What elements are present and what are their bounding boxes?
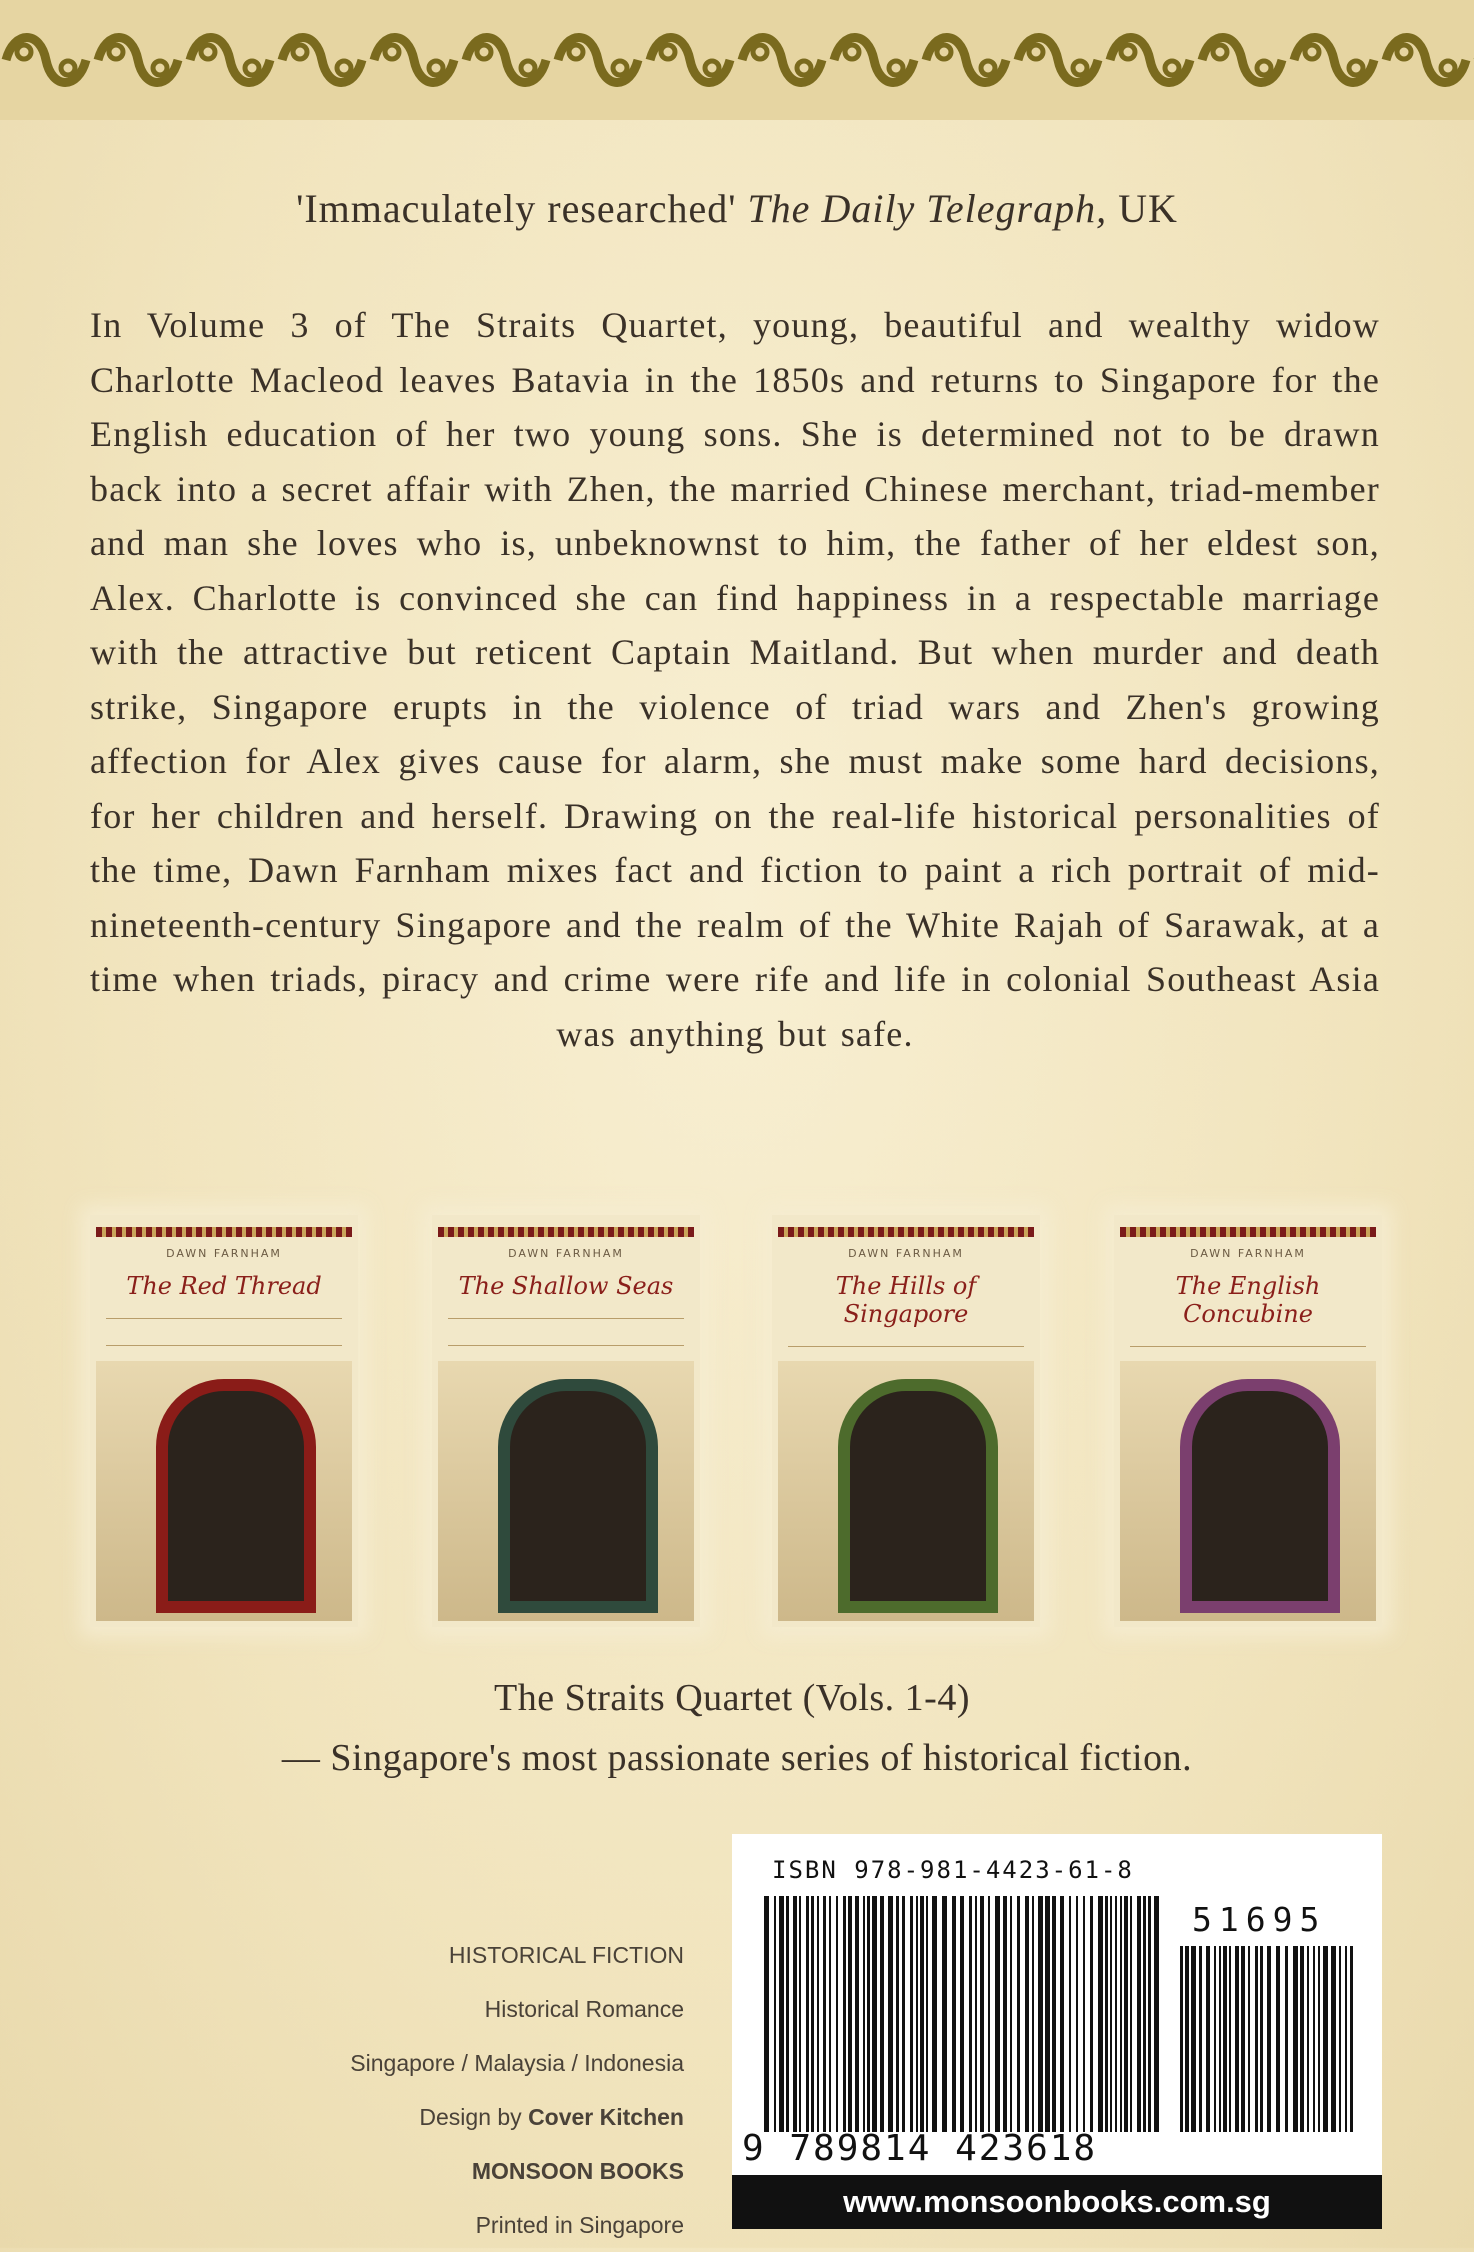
barcode-bar bbox=[1090, 1896, 1093, 2132]
ornament-scroll-pattern bbox=[0, 20, 1474, 100]
barcode-bar bbox=[1115, 1896, 1117, 2132]
barcode-bar bbox=[969, 1896, 972, 2132]
barcode-bar bbox=[1105, 1896, 1108, 2132]
barcode-bar bbox=[1199, 1946, 1202, 2132]
isbn-label: ISBN 978-981-4423-61-8 bbox=[772, 1856, 1134, 1884]
barcode-bar bbox=[774, 1896, 776, 2132]
design-credit bbox=[300, 2090, 684, 2144]
publisher-name: MONSOON BOOKS bbox=[471, 2158, 684, 2184]
barcode-bar bbox=[1137, 1896, 1141, 2132]
barcode-bar bbox=[880, 1896, 884, 2132]
barcode-bar bbox=[1323, 1946, 1328, 2132]
quote-source: The Daily Telegraph, bbox=[747, 186, 1108, 231]
barcode-bar bbox=[942, 1896, 947, 2132]
barcode-bar bbox=[1293, 1946, 1298, 2132]
subcategory-label: Historical Romance bbox=[484, 1996, 684, 2022]
cover-red-thread bbox=[90, 1215, 358, 1627]
barcode-bar bbox=[836, 1896, 838, 2132]
barcode-bar bbox=[902, 1896, 905, 2132]
review-quote bbox=[0, 185, 1474, 232]
barcode-bar bbox=[975, 1896, 977, 2132]
barcode-bar bbox=[1235, 1946, 1239, 2132]
barcode-bar bbox=[817, 1896, 819, 2132]
barcode-bar bbox=[786, 1896, 789, 2132]
barcode-bar bbox=[1255, 1946, 1258, 2132]
cover-title: The Hills of Singapore bbox=[835, 1272, 977, 1328]
barcode-bar bbox=[1060, 1896, 1064, 2132]
barcode-bar bbox=[855, 1896, 859, 2132]
barcode-bar bbox=[980, 1896, 984, 2132]
barcode-bar bbox=[1038, 1896, 1043, 2132]
blurb-paragraph: In Volume 3 of The Straits Quartet, young, beautiful and wealthy widow Charlotte Macleod leaves Batavia in the 1850s and returns to Singapore for the English education of her two young sons. She is determined not to be drawn back into a secret affair with Zhen, the married Chinese merchant, triad-member and man she loves who is, unbeknownst to him, the father of her eldest son, Alex. Charlotte is convinced she can find happiness in a respectable marriage with the attractive but reticent Captain Maitland. But when murder and death strike, Singapore erupts in the violence of triad wars and Zhen's growing affection for Alex gives cause for alarm, she must make some hard decisions, for her children and herself. Drawing on the real-life historical personalities of the time, Dawn Farnham mixes fact and fiction to paint a rich portrait of mid-nineteenth-century Singapore and the realm of the White Rajah of Sarawak, at a time when triads, piracy and crime were rife and life in colonial Southeast Asia was anything but safe. bbox=[90, 305, 1380, 1054]
cover-shallow-seas bbox=[432, 1215, 700, 1627]
barcode-bar bbox=[1180, 1946, 1183, 2132]
cover-author: DAWN FARNHAM bbox=[848, 1247, 964, 1260]
barcode-bar bbox=[1010, 1896, 1012, 2132]
barcode-bar bbox=[1260, 1946, 1263, 2132]
barcode-bar bbox=[1206, 1946, 1210, 2132]
cover-facade-image bbox=[778, 1361, 1034, 1621]
barcode-bar bbox=[848, 1896, 852, 2132]
barcode-bar bbox=[1219, 1946, 1221, 2132]
barcode-bar bbox=[799, 1896, 801, 2132]
barcode-bar bbox=[916, 1896, 918, 2132]
barcode-bar bbox=[863, 1896, 865, 2132]
barcode-bar bbox=[843, 1896, 846, 2132]
barcode-bar bbox=[1120, 1896, 1122, 2132]
book-blurb bbox=[90, 298, 1380, 1061]
barcode-bar bbox=[1248, 1946, 1250, 2132]
barcode-bar bbox=[1191, 1946, 1196, 2132]
series-caption bbox=[0, 1668, 1474, 1788]
caption-line-1: The Straits Quartet (Vols. 1-4) bbox=[494, 1677, 970, 1719]
addon-barcode bbox=[1180, 1946, 1360, 2132]
barcode-bar bbox=[1076, 1896, 1078, 2132]
caption-line-2: — Singapore's most passionate series of historical fiction. bbox=[281, 1737, 1193, 1779]
barcode-bar bbox=[806, 1896, 809, 2132]
barcode-bar bbox=[764, 1896, 769, 2132]
barcode-bar bbox=[1350, 1946, 1353, 2132]
designer-name: Cover Kitchen bbox=[528, 2104, 684, 2130]
barcode-bar bbox=[779, 1896, 784, 2132]
barcode-bar bbox=[1110, 1896, 1112, 2132]
barcode-bar bbox=[1300, 1946, 1304, 2132]
ean-barcode bbox=[764, 1896, 1164, 2132]
cover-title: The Shallow Seas bbox=[458, 1272, 674, 1300]
barcode-bar bbox=[1267, 1946, 1271, 2132]
barcode-bar bbox=[1098, 1896, 1103, 2132]
barcode-bar bbox=[829, 1896, 831, 2132]
barcode-bar bbox=[1069, 1896, 1071, 2132]
barcode-bar bbox=[1052, 1896, 1056, 2132]
quote-text: 'Immaculately researched' bbox=[296, 186, 737, 231]
barcode-bar bbox=[910, 1896, 913, 2132]
barcode-bar bbox=[1148, 1896, 1151, 2132]
barcode-bar bbox=[793, 1896, 797, 2132]
ornamental-border bbox=[0, 0, 1474, 120]
barcode-digits: 9 789814 423618 bbox=[742, 2128, 1098, 2169]
barcode-bar bbox=[1130, 1896, 1132, 2132]
barcode-bar bbox=[1032, 1896, 1034, 2132]
barcode-bar bbox=[926, 1896, 928, 2132]
quote-country: UK bbox=[1118, 186, 1178, 231]
barcode-bar bbox=[823, 1896, 826, 2132]
cover-facade-image bbox=[96, 1361, 352, 1621]
barcode-bar bbox=[952, 1896, 956, 2132]
barcode-bar bbox=[1143, 1896, 1146, 2132]
cover-facade-image bbox=[438, 1361, 694, 1621]
barcode-bar bbox=[960, 1896, 964, 2132]
series-covers bbox=[90, 1215, 1390, 1635]
barcode-bar bbox=[995, 1896, 1000, 2132]
cover-author: DAWN FARNHAM bbox=[166, 1247, 282, 1260]
barcode-bar bbox=[1003, 1896, 1007, 2132]
cover-title: The Red Thread bbox=[126, 1272, 322, 1300]
barcode-bar bbox=[932, 1896, 937, 2132]
barcode-bar bbox=[1223, 1946, 1227, 2132]
cover-english-concubine bbox=[1114, 1215, 1382, 1627]
barcode-bar bbox=[1313, 1946, 1315, 2132]
credits-block bbox=[300, 1928, 684, 2252]
barcode-bar bbox=[1307, 1946, 1309, 2132]
barcode-bar bbox=[1331, 1946, 1336, 2132]
barcode-bar bbox=[1241, 1946, 1245, 2132]
barcode-bar bbox=[1185, 1946, 1189, 2132]
barcode-box bbox=[732, 1834, 1382, 2229]
publisher-url: www.monsoonbooks.com.sg bbox=[732, 2175, 1382, 2229]
design-prefix: Design by bbox=[419, 2104, 522, 2130]
barcode-bar bbox=[1214, 1946, 1216, 2132]
barcode-bar bbox=[867, 1896, 870, 2132]
cover-title: The English Concubine bbox=[1175, 1272, 1321, 1328]
barcode-bar bbox=[1017, 1896, 1020, 2132]
cover-facade-image bbox=[1120, 1361, 1376, 1621]
barcode-bar bbox=[896, 1896, 899, 2132]
cover-author: DAWN FARNHAM bbox=[1190, 1247, 1306, 1260]
barcode-bar bbox=[1025, 1896, 1029, 2132]
barcode-bar bbox=[1083, 1896, 1085, 2132]
region-label: Singapore / Malaysia / Indonesia bbox=[350, 2050, 684, 2076]
barcode-bar bbox=[1285, 1946, 1288, 2132]
barcode-bar bbox=[1339, 1946, 1341, 2132]
cover-author: DAWN FARNHAM bbox=[508, 1247, 624, 1260]
barcode-bar bbox=[1318, 1946, 1320, 2132]
barcode-bar bbox=[872, 1896, 877, 2132]
barcode-bar bbox=[920, 1896, 924, 2132]
category-label: HISTORICAL FICTION bbox=[448, 1942, 684, 1968]
printed-label: Printed in Singapore bbox=[475, 2212, 684, 2238]
barcode-bar bbox=[1045, 1896, 1050, 2132]
barcode-bar bbox=[1229, 1946, 1231, 2132]
cover-hills-of-singapore bbox=[772, 1215, 1040, 1627]
barcode-bar bbox=[811, 1896, 814, 2132]
barcode-bar bbox=[1276, 1946, 1280, 2132]
barcode-bar bbox=[888, 1896, 893, 2132]
barcode-bar bbox=[1154, 1896, 1159, 2132]
barcode-bar bbox=[1124, 1896, 1128, 2132]
barcode-bar bbox=[988, 1896, 990, 2132]
price-code: 51695 bbox=[1192, 1900, 1327, 1939]
barcode-bar bbox=[1345, 1946, 1347, 2132]
